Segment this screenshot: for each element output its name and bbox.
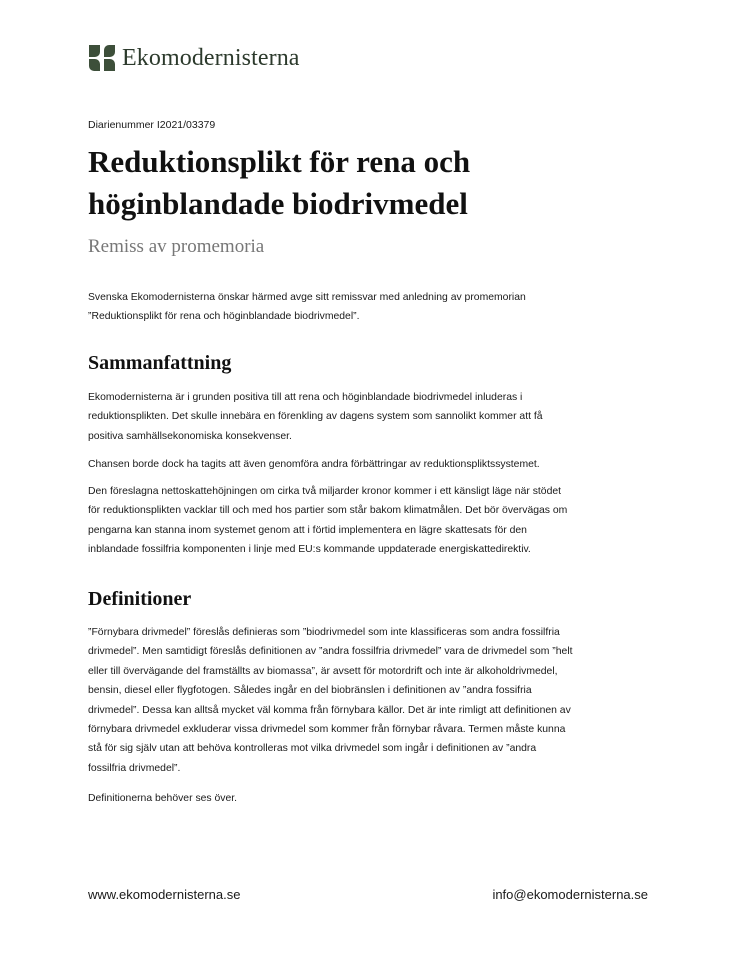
section-heading-definitions: Definitioner xyxy=(88,588,192,610)
summary-paragraph: Ekomodernisterna är i grunden positiva till att rena och höginblandade biodrivmedel inluderas i reduktionsplikten. Det skulle innebära en förenkling av dagens system som sannolikt kommer att få positiva samhällsekonomiska konsekvenser. xyxy=(88,392,543,442)
definitions-paragraph: ”Förnybara drivmedel” föreslås definieras som ”biodrivmedel som inte klassificeras som andra fossilfria drivmedel”. Men samtidigt föreslås definitionen av ”andra fossilfria drivmedel” vara de drivmedel som ”helt eller till övervägande del framställts av biomassa”, är avsett för motordrift och inte är alkoholdrivmedel, bensin, diesel eller flygfotogen. Således ingår en del biobränslen i definitionen av ”andra fossifria drivmedel”. Dessa kan alltså mycket väl komma från förnybara källor. Det är inte rimligt att definitionen av förnybara drivmedel exkluderar vissa drivmedel som kommer från förnybar råvara. Termen måste kunna stå för sig själv utan att behöva kontrolleras mot vilka drivmedel som ingår i definitionen av ”andra fossilfria drivmedel”. xyxy=(88,627,573,774)
definitions-paragraph: Definitionerna behöver ses över. xyxy=(88,793,238,804)
footer-website-link[interactable]: www.ekomodernisterna.se xyxy=(88,887,241,902)
page-title xyxy=(88,141,668,225)
brand-logo[interactable] xyxy=(88,44,300,72)
brand-name: Ekomodernisterna xyxy=(122,44,300,71)
intro-paragraph: Svenska Ekomodernisterna önskar härmed avge sitt remissvar med anledning av promemorian ”Reduktionsplikt för rena och höginblandade biodrivmedel”. xyxy=(88,292,526,323)
title-line: höginblandade biodrivmedel xyxy=(88,186,468,221)
summary-paragraph: Chansen borde dock ha tagits att även genomföra andra förbättringar av reduktionspliktssystemet. xyxy=(88,459,540,470)
footer-email-link[interactable]: info@ekomodernisterna.se xyxy=(492,887,648,902)
leaf-cluster-icon xyxy=(88,44,116,72)
reference-number: Diarienummer I2021/03379 xyxy=(88,119,216,131)
page-subtitle: Remiss av promemoria xyxy=(88,236,265,257)
section-heading-summary: Sammanfattning xyxy=(88,352,232,374)
title-line: Reduktionsplikt för rena och xyxy=(88,144,471,179)
summary-paragraph: Den föreslagna nettoskattehöjningen om cirka två miljarder kronor kommer i ett känsligt läge när stödet för reduktionsplikten vacklar till och med hos partier som står bakom klimatmålen. Det bör övervägas om pengarna kan stanna inom systemet genom att i förtid implementera en lägre skattesats för den inblandade fossilfria komponenten i linje med EU:s kommande uppdaterade energiskattedirektiv. xyxy=(88,486,568,556)
